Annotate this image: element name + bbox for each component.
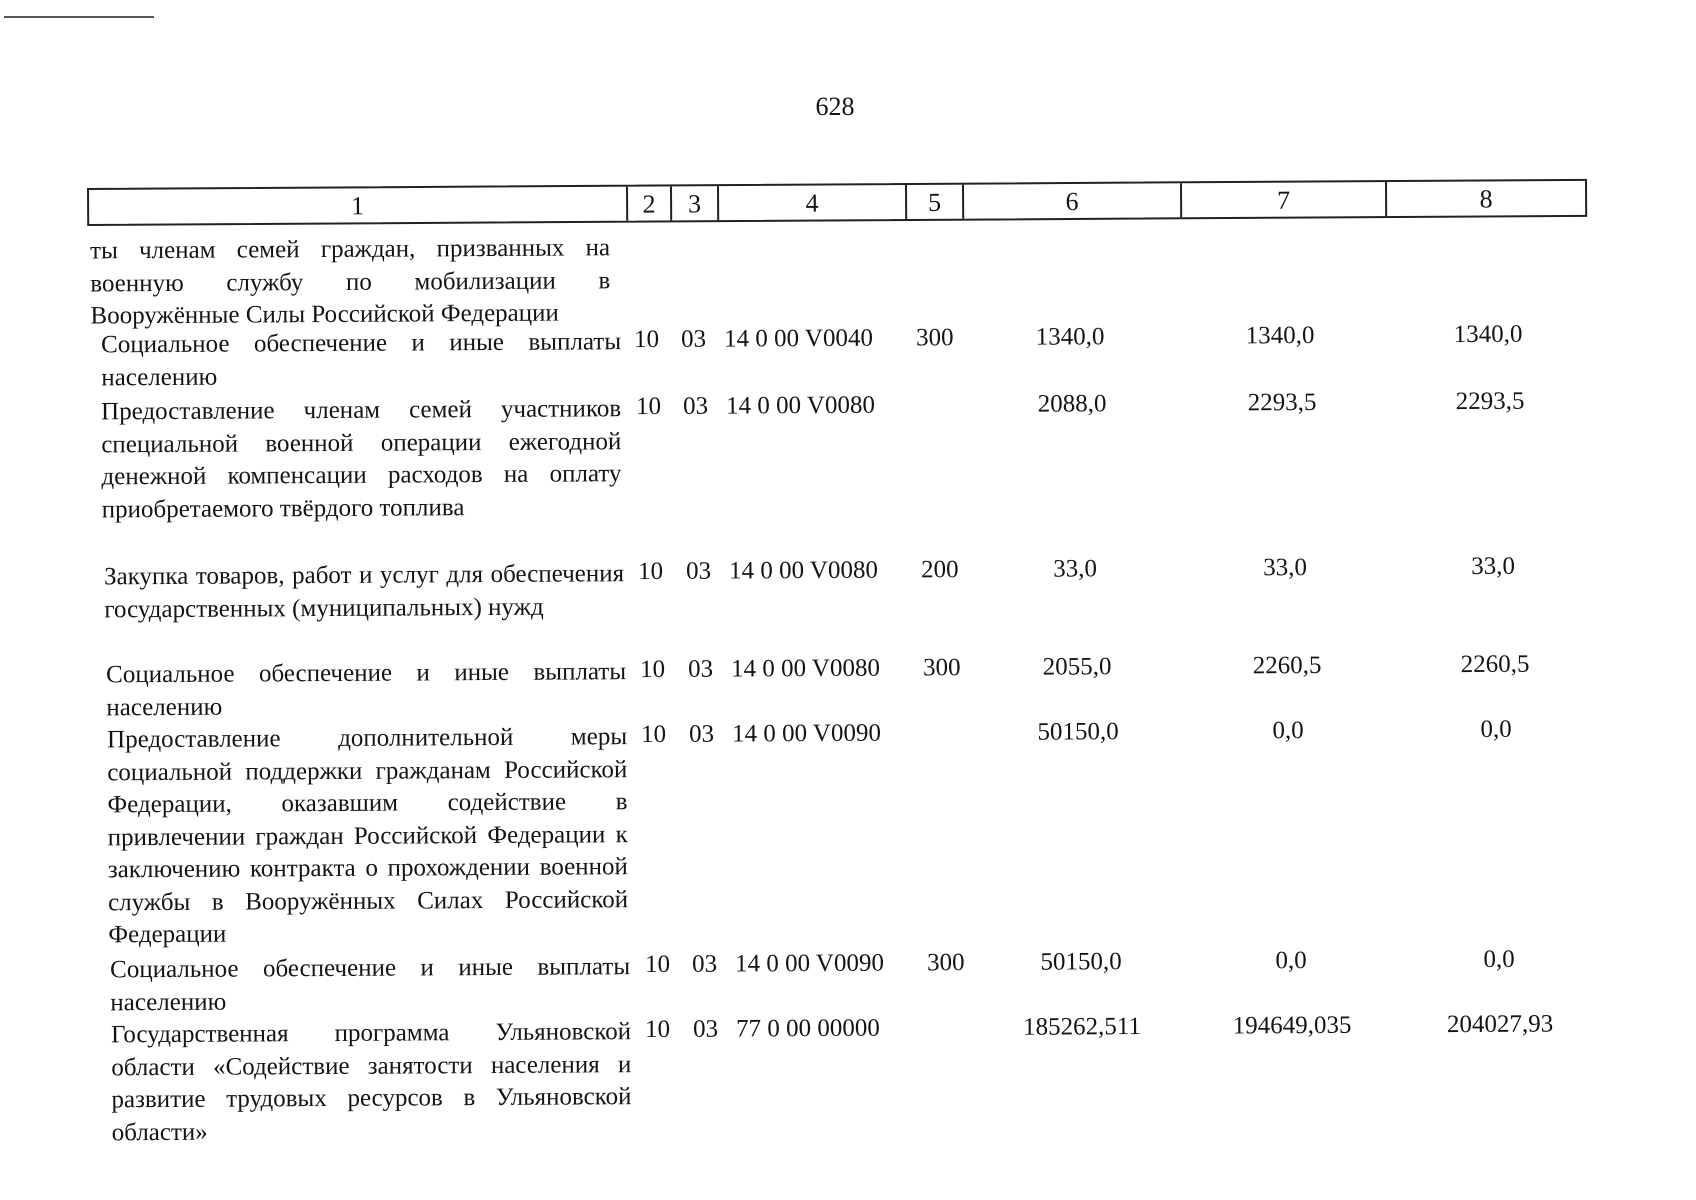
cell-expense-type: 300 <box>922 654 961 682</box>
cell-amount-3: 0,0 <box>1480 715 1512 743</box>
page-number: 628 <box>815 92 855 121</box>
row-description: ты членам семей граждан, призванных на военную службу по мобилизации в Вооружённые Силы Российской Федерации <box>90 234 611 330</box>
header-col-8: 8 <box>1385 181 1585 216</box>
cell-target-article: 14 0 00 V0080 <box>730 654 881 683</box>
cell-amount-3: 1340,0 <box>1453 320 1523 349</box>
cell-amount-2: 2293,5 <box>1247 388 1317 417</box>
cell-subsection: 03 <box>691 950 718 978</box>
cell-target-article: 77 0 00 00000 <box>735 1014 880 1043</box>
table-row <box>0 552 1696 623</box>
cell-amount-3: 33,0 <box>1471 552 1516 581</box>
cell-amount-2: 1340,0 <box>1245 321 1315 350</box>
cell-expense-type: 200 <box>920 556 959 584</box>
cell-subsection: 03 <box>685 557 712 585</box>
header-col-2: 2 <box>626 186 670 220</box>
cell-subsection: 03 <box>680 325 707 353</box>
cell-amount-2: 194649,035 <box>1232 1011 1352 1040</box>
cell-amount-2: 0,0 <box>1272 717 1304 745</box>
cell-amount-1: 1340,0 <box>1035 323 1105 351</box>
cell-amount-1: 50150,0 <box>1037 718 1119 746</box>
row-description: Предоставление членам семей участников специальной военной операции ежегодной денежной компенсации расходов на оплату приобретаемого твёрдого топлива <box>101 395 622 523</box>
cell-amount-1: 185262,511 <box>1023 1013 1142 1041</box>
cell-target-article: 14 0 00 V0040 <box>723 324 874 353</box>
row-description: Предоставление дополнительной меры социальной поддержки гражданам Российской Федерации, оказавшим содействие в привлечении граждан Российской Федерации к заключению контракта о прохождении военной службы в Вооружённых Силах Российской Федерации <box>107 723 629 949</box>
cell-amount-1: 2055,0 <box>1042 653 1112 681</box>
row-description: Государственная программа Ульяновской области «Содействие занятости населения и развитие трудовых ресурсов в Ульяновской области» <box>111 1018 632 1146</box>
row-description: Социальное обеспечение и иные выплаты населению <box>106 658 627 721</box>
row-description: Социальное обеспечение и иные выплаты населению <box>110 953 631 1016</box>
cell-amount-3: 2260,5 <box>1460 650 1530 679</box>
cell-section: 10 <box>640 720 667 749</box>
cell-subsection: 03 <box>688 720 715 748</box>
header-col-5: 5 <box>905 185 962 219</box>
cell-amount-1: 33,0 <box>1053 555 1098 583</box>
header-col-4: 4 <box>717 185 905 220</box>
cell-amount-1: 2088,0 <box>1037 390 1107 418</box>
header-col-3: 3 <box>670 186 717 220</box>
cell-amount-1: 50150,0 <box>1040 948 1122 976</box>
cell-section: 10 <box>644 950 671 979</box>
cell-section: 10 <box>639 655 666 684</box>
cell-amount-2: 2260,5 <box>1252 651 1322 680</box>
cell-amount-2: 0,0 <box>1275 947 1307 975</box>
cell-section: 10 <box>644 1015 671 1044</box>
cell-section: 10 <box>633 325 660 354</box>
cell-amount-3: 0,0 <box>1483 945 1515 973</box>
cell-expense-type: 300 <box>926 949 965 977</box>
cell-subsection: 03 <box>692 1015 719 1043</box>
cell-amount-3: 2293,5 <box>1455 387 1525 416</box>
row-description: Социальное обеспечение и иные выплаты населению <box>101 328 622 391</box>
header-col-7: 7 <box>1180 182 1385 217</box>
cell-section: 10 <box>635 392 662 421</box>
cell-amount-3: 204027,93 <box>1446 1010 1554 1039</box>
cell-target-article: 14 0 00 V0090 <box>731 719 882 748</box>
cell-target-article: 14 0 00 V0090 <box>734 949 885 978</box>
cell-target-article: 14 0 00 V0080 <box>725 391 876 420</box>
table-row <box>0 226 1696 330</box>
cell-section: 10 <box>637 557 664 586</box>
row-description: Закупка товаров, работ и услуг для обеспечения государственных (муниципальных) нужд <box>104 560 625 623</box>
cell-subsection: 03 <box>687 655 714 683</box>
cell-amount-2: 33,0 <box>1263 554 1308 582</box>
header-col-1: 1 <box>351 191 365 221</box>
cell-target-article: 14 0 00 V0080 <box>728 556 879 585</box>
header-col-6: 6 <box>962 183 1180 218</box>
cell-expense-type: 300 <box>915 324 954 352</box>
table-row <box>0 650 1696 721</box>
cell-subsection: 03 <box>682 392 709 420</box>
